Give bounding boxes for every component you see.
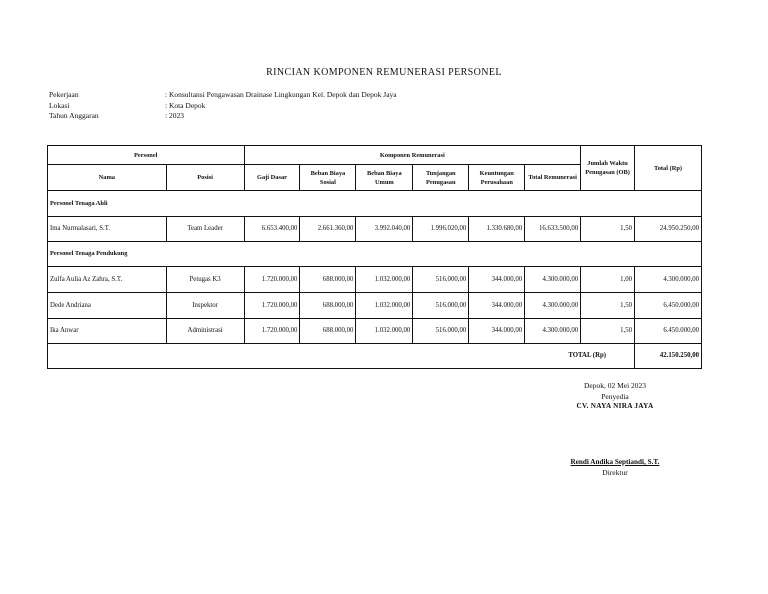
cell-tunjangan: 516.000,00 (413, 267, 469, 293)
group-label: Personel Tenaga Ahli (48, 191, 702, 216)
project-info (49, 90, 397, 122)
cell-keuntungan: 344.000,00 (469, 267, 525, 293)
group-row-tenaga-ahli (48, 191, 702, 216)
cell-total: 24.950.250,00 (635, 216, 702, 241)
header-jumlah-waktu: Jumlah Waktu Penugasan (OB) (581, 146, 635, 191)
cell-keuntungan: 344.000,00 (469, 293, 525, 318)
cell-beban-sosial: 688.000,00 (300, 267, 356, 293)
header-personel: Personel (48, 146, 245, 165)
table-row (48, 318, 702, 343)
table-row (48, 216, 702, 241)
header-gaji-dasar: Gaji Dasar (244, 165, 300, 191)
cell-total: 6.450.000,00 (635, 293, 702, 318)
cell-tunjangan: 516.000,00 (413, 293, 469, 318)
signature-place-date: Depok, 02 Mei 2023 (583, 381, 647, 390)
header-komponen: Komponen Remunerasi (244, 146, 581, 165)
header-tunjangan: Tunjangan Penugasan (413, 165, 469, 191)
cell-gaji: 1.720.000,00 (244, 267, 300, 293)
cell-posisi: Administrasi (166, 318, 244, 343)
header-total-remunerasi: Total Remunerasi (525, 165, 581, 191)
cell-beban-sosial: 688.000,00 (300, 293, 356, 318)
cell-nama: Zulfa Aulia Az Zahra, S.T. (48, 267, 167, 293)
signature-signer-name: Rendi Andika Septiandi, S.T. (570, 458, 660, 466)
cell-beban-umum: 1.032.000,00 (356, 267, 413, 293)
table-row (48, 267, 702, 293)
info-value: : 2023 (165, 111, 184, 120)
cell-ob: 1,50 (581, 216, 635, 241)
cell-tunjangan: 1.996.020,00 (413, 216, 469, 241)
total-label: TOTAL (Rp) (48, 343, 635, 368)
cell-total-remunerasi: 4.300.000,00 (525, 318, 581, 343)
header-beban-sosial: Beban Biaya Sosial (300, 165, 356, 191)
cell-gaji: 1.720.000,00 (244, 293, 300, 318)
cell-tunjangan: 516.000,00 (413, 318, 469, 343)
info-value: : Kota Depok (165, 100, 206, 110)
header-total: Total (Rp) (635, 146, 702, 191)
info-row-lokasi (49, 101, 397, 112)
info-label: Pekerjaan (49, 90, 79, 99)
info-row-pekerjaan (49, 90, 397, 101)
cell-gaji: 1.720.000,00 (244, 318, 300, 343)
cell-posisi: Team Leader (166, 216, 244, 241)
signature-position: Direktur (602, 468, 628, 477)
cell-beban-sosial: 2.661.360,00 (300, 216, 356, 241)
cell-nama: Ima Nurmalasari, S.T. (48, 216, 167, 241)
header-keuntungan: Keuntungan Perusahaan (469, 165, 525, 191)
cell-ob: 1,50 (581, 293, 635, 318)
table-row (48, 293, 702, 318)
signature-role: Penyedia (601, 392, 629, 401)
group-label: Personel Tenaga Pendukung (48, 241, 702, 266)
header-beban-umum: Beban Biaya Umum (356, 165, 413, 191)
cell-keuntungan: 344.000,00 (469, 318, 525, 343)
info-label: Tahun Anggaran (49, 111, 99, 120)
cell-ob: 1,00 (581, 267, 635, 293)
cell-total-remunerasi: 4.300.000,00 (525, 293, 581, 318)
cell-beban-umum: 3.992.040,00 (356, 216, 413, 241)
cell-beban-umum: 1.032.000,00 (356, 293, 413, 318)
total-value: 42.150.250,00 (635, 343, 702, 368)
cell-posisi: Inspektor (166, 293, 244, 318)
group-row-tenaga-pendukung (48, 241, 702, 266)
cell-nama: Dede Andriana (48, 293, 167, 318)
cell-total-remunerasi: 4.300.000,00 (525, 267, 581, 293)
cell-total: 6.450.000,00 (635, 318, 702, 343)
cell-posisi: Petugas K3 (166, 267, 244, 293)
header-row-1 (48, 146, 702, 165)
document-title: RINCIAN KOMPONEN REMUNERASI PERSONEL (266, 67, 502, 78)
info-label: Lokasi (49, 100, 70, 110)
cell-nama: Ika Anwar (48, 318, 167, 343)
header-nama: Nama (48, 165, 167, 191)
signature-company: CV. NAYA NIRA JAYA (576, 402, 654, 410)
info-value: : Konsultansi Pengawasan Drainase Lingkungan Kel. Depok dan Depok Jaya (165, 90, 397, 99)
cell-keuntungan: 1.330.680,00 (469, 216, 525, 241)
cell-gaji: 6.653.400,00 (244, 216, 300, 241)
cell-total: 4.300.000,00 (635, 267, 702, 293)
info-row-tahun (49, 111, 397, 122)
cell-beban-sosial: 688.000,00 (300, 318, 356, 343)
cell-beban-umum: 1.032.000,00 (356, 318, 413, 343)
cell-ob: 1,50 (581, 318, 635, 343)
remuneration-table (47, 145, 702, 369)
cell-total-remunerasi: 16.633.500,00 (525, 216, 581, 241)
header-posisi: Posisi (166, 165, 244, 191)
total-row (48, 343, 702, 368)
